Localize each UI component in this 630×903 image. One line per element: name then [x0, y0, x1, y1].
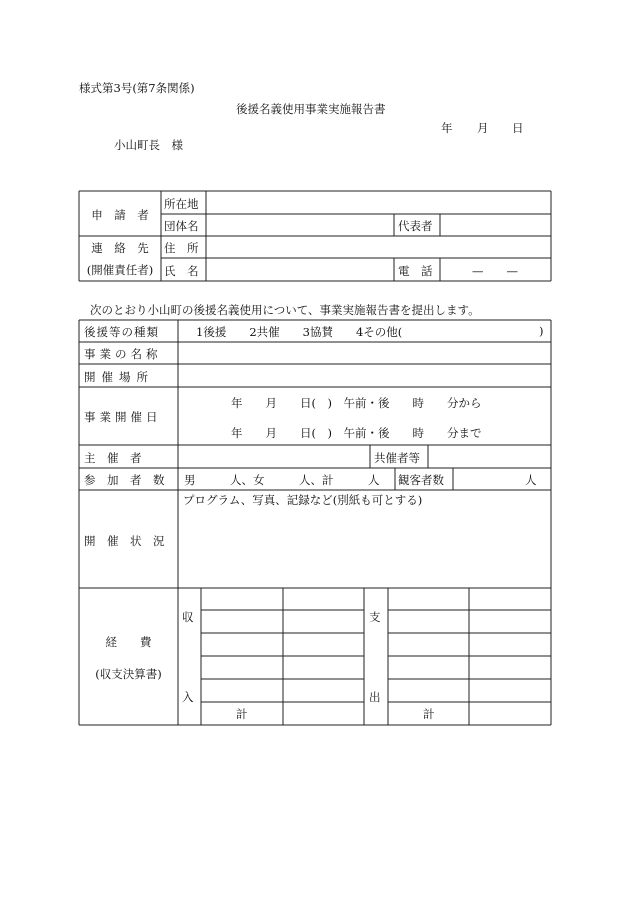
- event-date-start: 年 月 日( ) 午前・後 時 分から: [231, 396, 482, 410]
- budget-sub-label: (収支決算書): [95, 667, 162, 681]
- support-type-label: 後援等の種類: [84, 325, 159, 339]
- status-label: 開 催 状 況: [84, 534, 165, 548]
- income-total-label: 計: [236, 707, 248, 721]
- document-title: 後援名義使用事業実施報告書: [236, 102, 386, 116]
- phone-dashes: — —: [472, 264, 518, 278]
- date-year: 年: [441, 121, 453, 135]
- event-date-label: 事業開催日: [84, 410, 162, 424]
- support-options: 1後援 2共催 3協賛 4その他(: [196, 325, 403, 339]
- date-day: 日: [512, 121, 524, 135]
- participants-breakdown: 男 人、女 人、計 人: [184, 473, 380, 487]
- expense-label-top: 支: [369, 610, 381, 624]
- expense-total-label: 計: [423, 707, 435, 721]
- event-name-label: 事業の名称: [84, 347, 162, 361]
- status-hint: プログラム、写真、記録など(別紙も可とする): [183, 493, 423, 507]
- addressee: 小山町長 様: [114, 138, 183, 152]
- income-label-top: 収: [182, 610, 194, 624]
- contact-sub-label: (開催責任者): [86, 263, 154, 277]
- organizer-label: 主 催 者: [84, 451, 142, 465]
- spectators-unit: 人: [525, 473, 537, 487]
- org-name-label: 団体名: [164, 219, 199, 233]
- expense-label-bottom: 出: [369, 690, 381, 704]
- contact-address-label: 住 所: [164, 241, 199, 255]
- contact-label: 連 絡 先: [91, 241, 149, 255]
- phone-label: 電 話: [398, 264, 433, 278]
- spectators-label: 観客者数: [398, 473, 444, 487]
- participants-label: 参 加 者 数: [84, 473, 165, 487]
- address-label: 所在地: [164, 197, 199, 211]
- intro-text: 次のとおり小山町の後援名義使用について、事業実施報告書を提出します。: [90, 303, 480, 317]
- date-month: 月: [477, 121, 489, 135]
- event-date-end: 年 月 日( ) 午前・後 時 分まで: [231, 426, 482, 440]
- contact-name-label: 氏 名: [164, 264, 199, 278]
- applicant-label: 申 請 者: [91, 208, 149, 222]
- venue-label: 開催場所: [84, 370, 154, 384]
- co-organizer-label: 共催者等: [374, 451, 420, 465]
- budget-label: 経 費: [105, 635, 152, 649]
- representative-label: 代表者: [398, 219, 433, 233]
- income-label-bottom: 入: [182, 690, 194, 704]
- support-options-close: ): [539, 324, 544, 338]
- form-number: 様式第3号(第7条関係): [79, 81, 195, 95]
